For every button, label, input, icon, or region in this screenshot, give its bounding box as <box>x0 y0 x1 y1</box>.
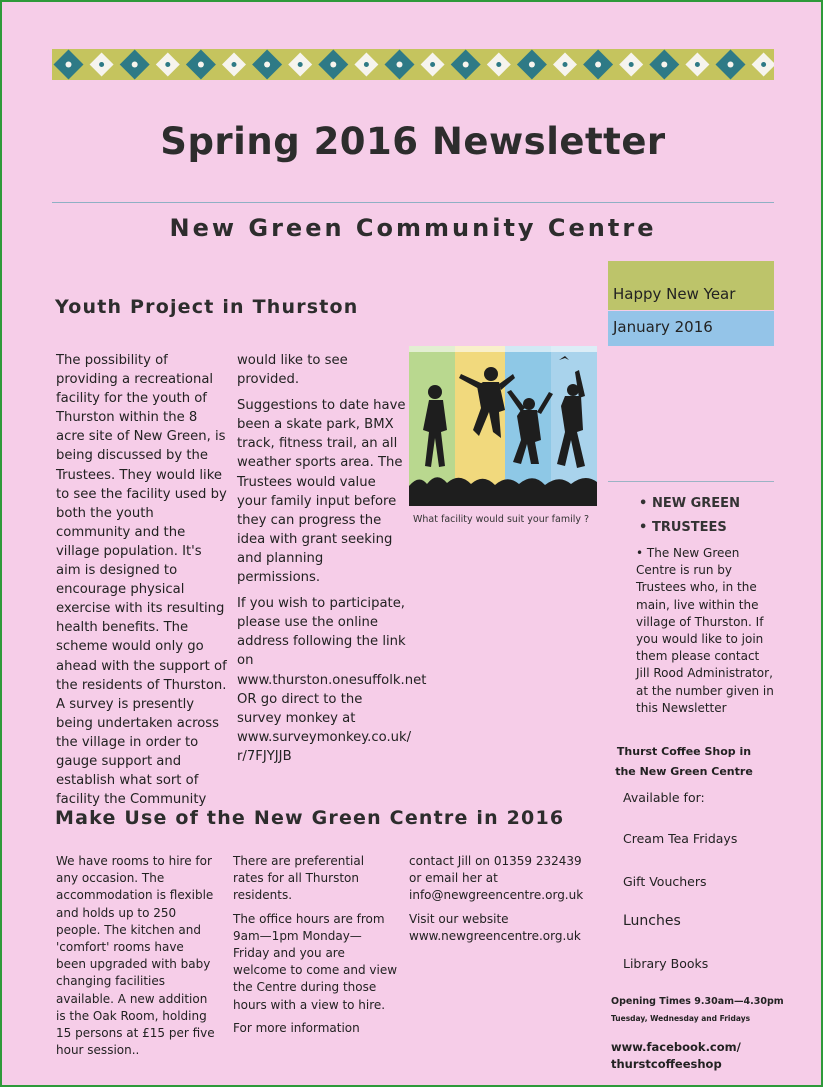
opening-times: Opening Times 9.30am—4.30pm <box>611 996 784 1007</box>
available-for-label: Available for: <box>623 790 705 805</box>
page-subtitle: New Green Community Centre <box>169 214 657 242</box>
diamond-pattern-icon <box>52 49 774 80</box>
bullet-trustees: • TRUSTEES <box>652 520 727 535</box>
happy-new-year-box <box>608 261 774 310</box>
jumping-youth-photo <box>409 346 597 506</box>
facebook-link: www.facebook.com/ thurstcoffeeshop <box>611 1040 741 1071</box>
centre-paragraph-4: For more information <box>233 1020 360 1035</box>
centre-paragraph-5: contact Jill on 01359 232439 or email her at info@newgreencentre.org.uk <box>409 854 584 903</box>
centre-heading: Make Use of the New Green Centre in 2016 <box>55 807 565 829</box>
page-title: Spring 2016 Newsletter <box>160 120 666 163</box>
centre-column-1 <box>56 853 216 1065</box>
date-text: January 2016 <box>613 318 713 336</box>
shop-item-lunches: Lunches <box>623 913 681 929</box>
title-divider <box>52 202 774 203</box>
centre-column-2 <box>233 853 398 1043</box>
photo-caption: What facility would suit your family ? <box>413 514 590 525</box>
trustees-paragraph: • The New Green Centre is run by Trustees who, in the main, live within the village of Thurston. If you would like to join them please contact Jill Rood Administrator, at the number given in this Newsletter <box>636 546 774 715</box>
centre-paragraph-3: The office hours are from 9am—1pm Monday—Friday and you are welcome to come and view the Centre during those hours with a view to hire. <box>233 911 398 1012</box>
shop-item-cream-tea: Cream Tea Fridays <box>623 831 738 846</box>
youth-paragraph-4: If you wish to participate, please use the online address following the link on www.thurston.onesuffolk.net OR go direct to the survey monkey at www.surveymonkey.co.uk/ r/7FJYJJB <box>237 596 427 764</box>
centre-paragraph-2: There are preferential rates for all Thurston residents. <box>233 854 365 903</box>
bullet-new-green: • NEW GREEN <box>652 496 740 511</box>
jumping-people-icon <box>409 346 597 506</box>
youth-column-1 <box>56 351 228 816</box>
centre-paragraph-6: Visit our website www.newgreencentre.org.uk <box>409 911 581 943</box>
opening-days: Tuesday, Wednesday and Fridays <box>611 1014 751 1023</box>
decorative-banner <box>52 49 774 80</box>
shop-item-gift-vouchers: Gift Vouchers <box>623 874 707 889</box>
date-box <box>608 311 774 346</box>
youth-column-2 <box>237 351 427 773</box>
youth-paragraph-2: would like to see provided. <box>237 353 348 388</box>
coffee-shop-title: Thurst Coffee Shop in the New Green Centre <box>615 745 753 778</box>
sidebar-divider <box>608 481 774 482</box>
centre-column-3 <box>409 853 591 951</box>
happy-new-year-text: Happy New Year <box>613 285 736 303</box>
youth-paragraph-3: Suggestions to date have been a skate park, BMX track, fitness trail, an all weather sports area. The Trustees would value your family input before they can progress the idea with grant seeking and planning permissions. <box>237 398 406 586</box>
youth-project-heading: Youth Project in Thurston <box>55 296 359 318</box>
shop-item-library-books: Library Books <box>623 956 709 971</box>
youth-paragraph-1: The possibility of providing a recreational facility for the youth of Thurston within the 8 acre site of New Green, is being discussed by the Trustees. They would like to see the facility used by both the youth community and the village population. It's aim is designed to encourage physical exercise with its resulting health benefits. The scheme would only go ahead with the support of the residents of Thurston. A survey is presently being undertaken across the village in order to gauge support and establish what sort of facility the Community <box>56 353 227 808</box>
centre-paragraph-1: We have rooms to hire for any occasion. The accommodation is flexible and holds up to 250 people. The kitchen and 'comfort' rooms have been upgraded with baby changing facilities available. A new addition is the Oak Room, holding 15 persons at £15 per five hour session.. <box>56 854 215 1058</box>
